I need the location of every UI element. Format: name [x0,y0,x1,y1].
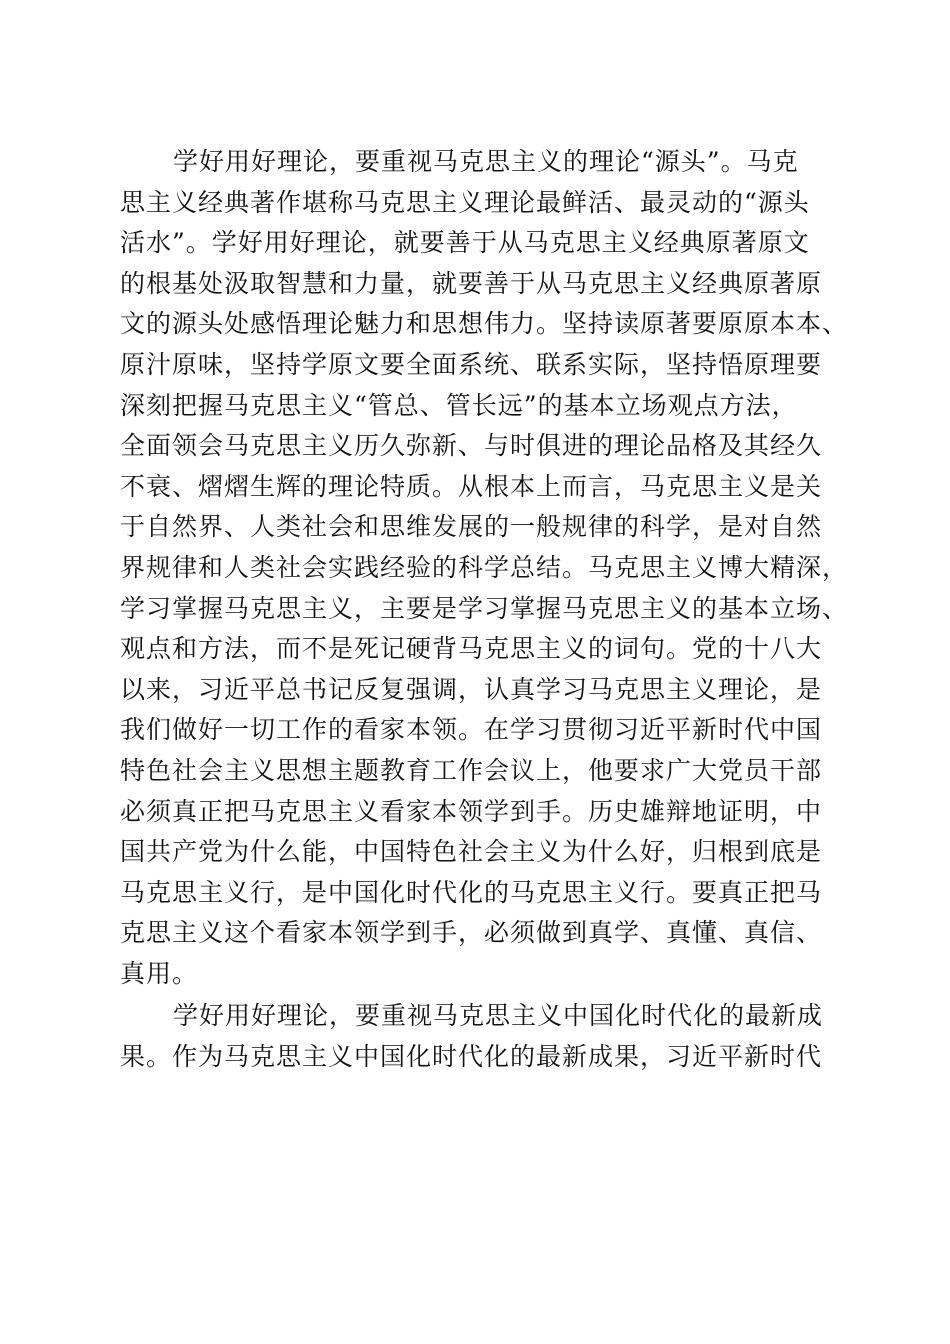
paragraph-line: 学好用好理论，要重视马克思主义的理论“源头”。马克 [173,147,799,176]
paragraph-line: 学习掌握马克思主义，主要是学习掌握马克思主义的基本立场、 [120,593,849,623]
paragraph-line: 活水”。学好用好理论，就要善于从马克思主义经典原著原文 [120,228,810,258]
paragraph-line: 克思主义这个看家本领学到手，必须做到真学、真懂、真信、 [120,918,823,948]
paragraph-2 [120,996,840,1077]
paragraph-line: 于自然界、人类社会和思维发展的一般规律的科学，是对自然 [120,512,823,542]
paragraph-line: 学好用好理论，要重视马克思主义中国化时代化的最新成 [173,1001,824,1031]
paragraph-line: 我们做好一切工作的看家本领。在学习贯彻习近平新时代中国 [120,715,823,745]
body-text [120,142,849,1078]
paragraph-line: 原汁原味，坚持学原文要全面系统、联系实际，坚持悟原理要 [120,349,823,379]
paragraph-line: 果。作为马克思主义中国化时代化的最新成果，习近平新时代 [120,1042,823,1072]
paragraph-line: 马克思主义行，是中国化时代化的马克思主义行。要真正把马 [120,877,823,907]
paragraph-line: 的根基处汲取智慧和力量，就要善于从马克思主义经典原著原 [120,268,823,298]
paragraph-1 [120,142,849,994]
paragraph-line: 全面领会马克思主义历久弥新、与时俱进的理论品格及其经久 [120,431,823,461]
paragraph-line: 特色社会主义思想主题教育工作会议上，他要求广大党员干部 [120,755,823,785]
paragraph-line: 国共产党为什么能，中国特色社会主义为什么好，归根到底是 [120,837,823,867]
paragraph-line: 文的源头处感悟理论魅力和思想伟力。坚持读原著要原原本本、 [120,309,849,339]
paragraph-line: 深刻把握马克思主义“管总、管长远”的基本立场观点方法， [120,390,798,420]
paragraph-line: 必须真正把马克思主义看家本领学到手。历史雄辩地证明，中 [120,796,823,826]
paragraph-line: 真用。 [120,958,199,988]
paragraph-line: 界规律和人类社会实践经验的科学总结。马克思主义博大精深， [120,552,849,582]
paragraph-line: 以来，习近平总书记反复强调，认真学习马克思主义理论，是 [120,674,823,704]
paragraph-line: 观点和方法，而不是死记硬背马克思主义的词句。党的十八大 [120,634,823,664]
paragraph-line: 思主义经典著作堪称马克思主义理论最鲜活、最灵动的“源头 [120,187,810,217]
paragraph-line: 不衰、熠熠生辉的理论特质。从根本上而言，马克思主义是关 [120,471,823,501]
